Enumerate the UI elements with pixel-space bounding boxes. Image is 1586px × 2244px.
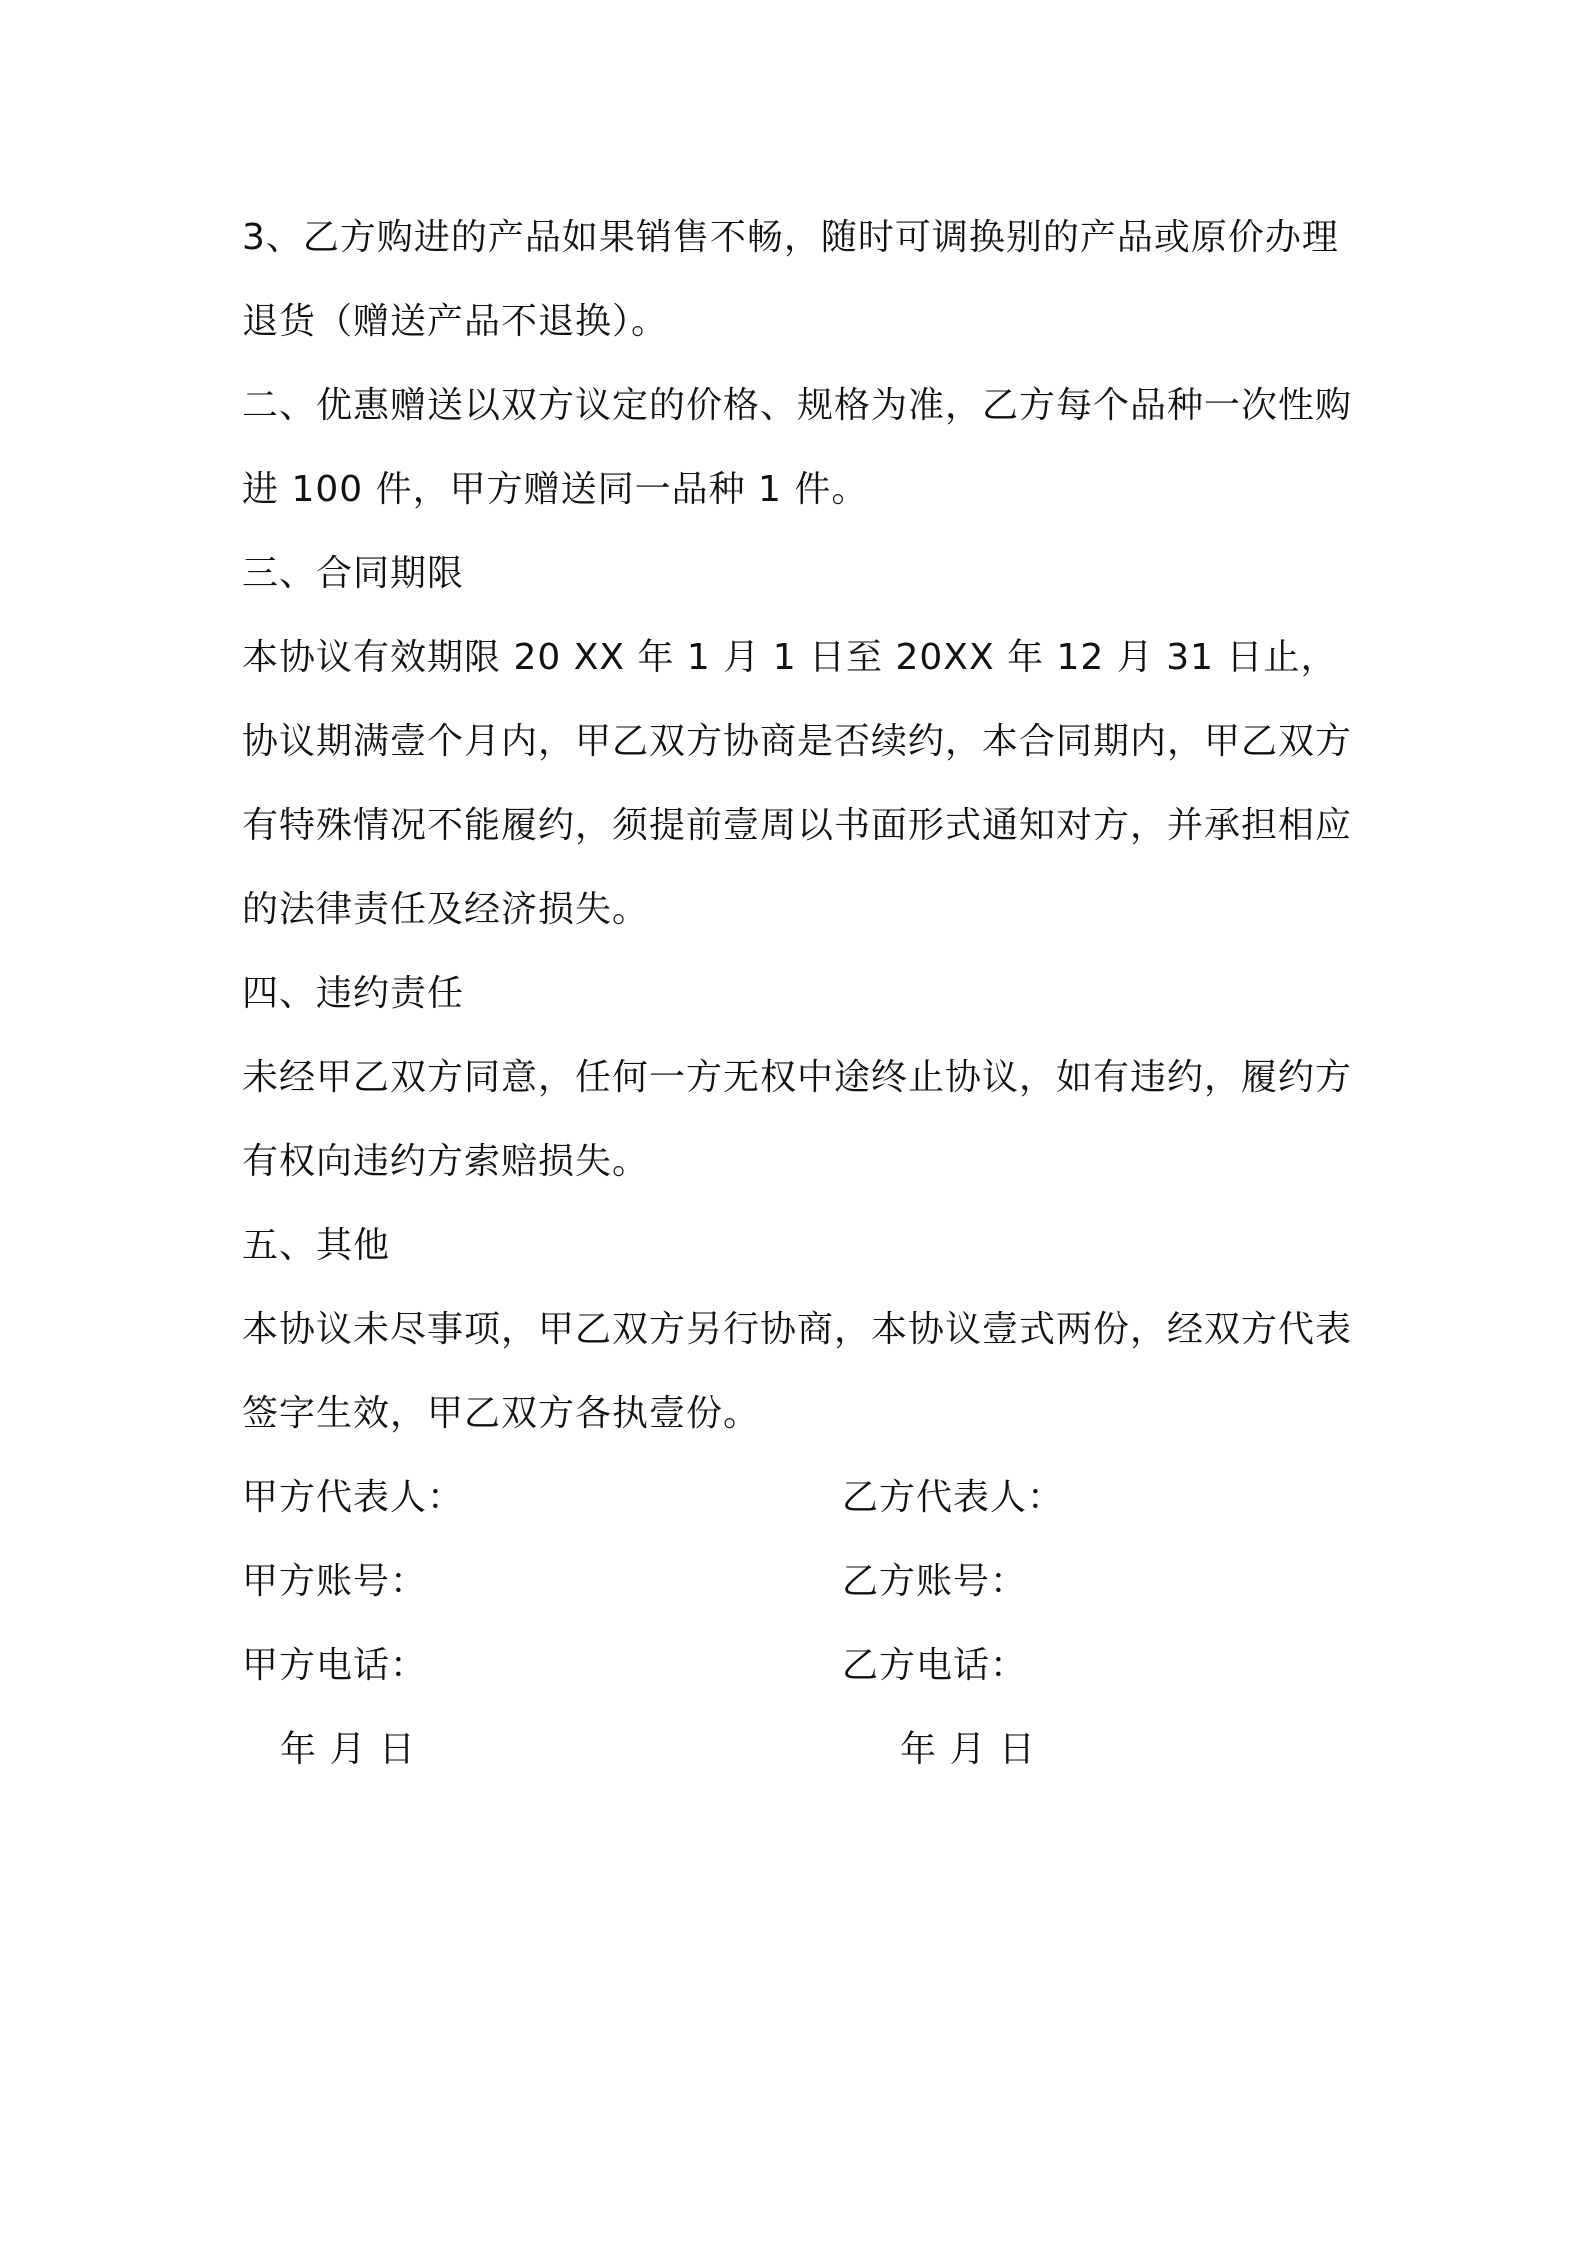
party-a-rep-label: 甲方代表人：	[242, 1477, 465, 1518]
clause-2-discount: 二、优惠赠送以双方议定的价格、规格为准，乙方每个品种一次性购进 100 件，甲方赠送同一品种 1 件。	[242, 385, 1353, 510]
document-body	[242, 196, 1362, 1792]
party-b-rep-label: 乙方代表人：	[842, 1477, 1065, 1518]
clause-3-return: 3、乙方购进的产品如果销售不畅，随时可调换别的产品或原价办理退货（赠送产品不退换）。	[242, 217, 1339, 342]
signature-row-rep	[242, 1456, 1362, 1540]
section-heading-other: 五、其他	[242, 1225, 391, 1266]
party-a-date: 年 月 日	[280, 1729, 416, 1770]
party-b-account-label: 乙方账号：	[842, 1561, 1028, 1602]
signature-row-account	[242, 1540, 1362, 1624]
section-heading-breach: 四、违约责任	[242, 973, 465, 1014]
party-b-date: 年 月 日	[900, 1729, 1036, 1770]
party-a-account-label: 甲方账号：	[242, 1561, 428, 1602]
signature-row-date	[242, 1708, 1362, 1792]
party-a-phone-label: 甲方电话：	[242, 1645, 428, 1686]
clause-breach: 未经甲乙双方同意，任何一方无权中途终止协议，如有违约，履约方有权向违约方索赔损失。	[242, 1057, 1353, 1182]
section-heading-term: 三、合同期限	[242, 553, 465, 594]
party-b-phone-label: 乙方电话：	[842, 1645, 1028, 1686]
signature-row-phone	[242, 1624, 1362, 1708]
clause-term: 本协议有效期限 20 XX 年 1 月 1 日至 20XX 年 12 月 31 日止，协议期满壹个月内，甲乙双方协商是否续约，本合同期内，甲乙双方有特殊情况不能履约，须提前壹周以书面形式通知对方，并承担相应的法律责任及经济损失。	[242, 637, 1353, 930]
clause-other: 本协议未尽事项，甲乙双方另行协商，本协议壹式两份，经双方代表签字生效，甲乙双方各执壹份。	[242, 1309, 1353, 1434]
